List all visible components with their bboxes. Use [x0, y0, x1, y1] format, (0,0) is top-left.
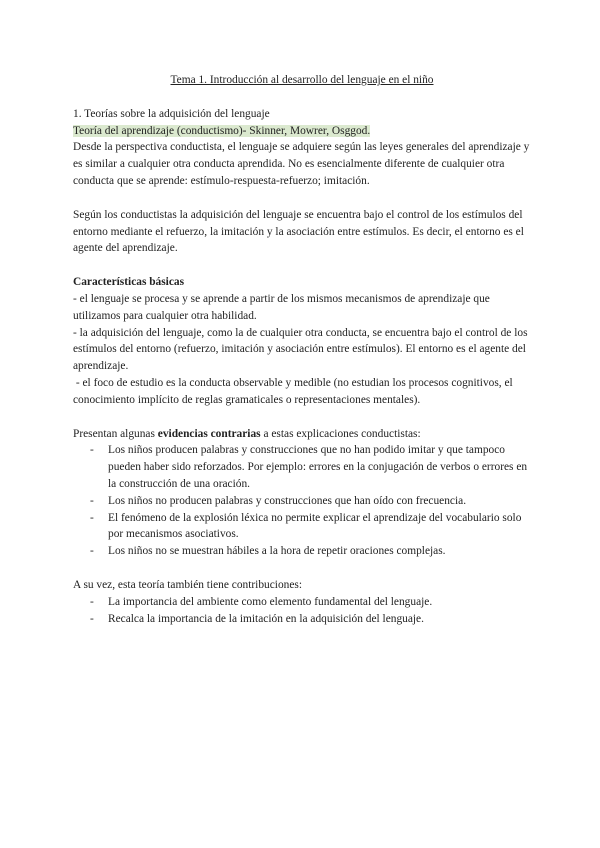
evidence-intro — [73, 426, 531, 443]
highlighted-subheading: Teoría del aprendizaje (conductismo)- Skinner, Mowrer, Osggod. — [73, 124, 371, 137]
control-paragraph: Según los conductistas la adquisición del lenguaje se encuentra bajo el control de los estímulos del entorno mediante el refuerzo, la imitación y la asociación entre estímulos. Es decir, el entorno es el agente del aprendizaje. — [73, 208, 524, 255]
subheading-line — [73, 123, 531, 140]
page-title: Tema 1. Introducción al desarrollo del lenguaje en el niño — [170, 74, 434, 86]
dash-bullet: - — [90, 612, 94, 625]
dash-bullet: - — [90, 511, 94, 524]
characteristic-item: - la adquisición del lenguaje, como la de cualquier otra conducta, se encuentra bajo el control de los estímulos del entorno (refuerzo, imitación y asociación entre estímulos). El entorno es el agente del aprendizaje. — [73, 326, 528, 373]
characteristic-item: - el foco de estudio es la conducta observable y medible (no estudian los procesos cognitivos, el conocimiento implícito de reglas gramaticales o representaciones mentales). — [73, 376, 516, 406]
dash-bullet: - — [90, 494, 94, 507]
spacer — [73, 409, 531, 426]
list-item — [73, 510, 531, 544]
dash-bullet: - — [90, 444, 94, 457]
list-item — [73, 611, 531, 628]
evidence-intro-before: Presentan algunas — [73, 427, 158, 440]
list-item-text: El fenómeno de la explosión léxica no permite explicar el aprendizaje del vocabulario solo por mecanismos asociativos. — [108, 511, 522, 541]
spacer — [73, 257, 531, 274]
list-item-text: Los niños no producen palabras y construcciones que han oído con frecuencia. — [108, 494, 467, 507]
evidence-list — [73, 442, 531, 560]
list-item — [73, 594, 531, 611]
evidence-intro-bold: evidencias contrarias — [157, 427, 261, 440]
list-item — [73, 493, 531, 510]
list-item-text: Recalca la importancia de la imitación en la adquisición del lenguaje. — [108, 612, 424, 625]
intro-paragraph: Desde la perspectiva conductista, el lenguaje se adquiere según las leyes generales del aprendizaje y es similar a cualquier otra conducta aprendida. No es esencialmente diferente de cualquier otra conducta que se aprende: estímulo-respuesta-refuerzo; imitación. — [73, 141, 530, 187]
dash-bullet: - — [90, 545, 94, 558]
list-item-text: La importancia del ambiente como elemento fundamental del lenguaje. — [108, 595, 433, 608]
list-item — [73, 543, 531, 560]
dash-bullet: - — [90, 595, 94, 608]
characteristics-heading: Características básicas — [73, 276, 185, 289]
section-heading: 1. Teorías sobre la adquisición del lenguaje — [73, 107, 270, 120]
document-page — [73, 72, 531, 627]
spacer — [73, 560, 531, 577]
spacer — [73, 190, 531, 207]
list-item-text: Los niños no se muestran hábiles a la hora de repetir oraciones complejas. — [108, 545, 446, 558]
characteristic-item: - el lenguaje se procesa y se aprende a partir de los mismos mecanismos de aprendizaje que utilizamos para cualquier otra habilidad. — [73, 292, 490, 322]
list-item — [73, 442, 531, 492]
contributions-list — [73, 594, 531, 628]
contributions-intro: A su vez, esta teoría también tiene contribuciones: — [73, 578, 303, 591]
list-item-text: Los niños producen palabras y construcciones que no han podido imitar y que tampoco pueden haber sido reforzados. Por ejemplo: errores en la conjugación de verbos o errores en la construcción de una oración. — [108, 444, 528, 490]
evidence-intro-after: a estas explicaciones conductistas: — [260, 427, 421, 440]
